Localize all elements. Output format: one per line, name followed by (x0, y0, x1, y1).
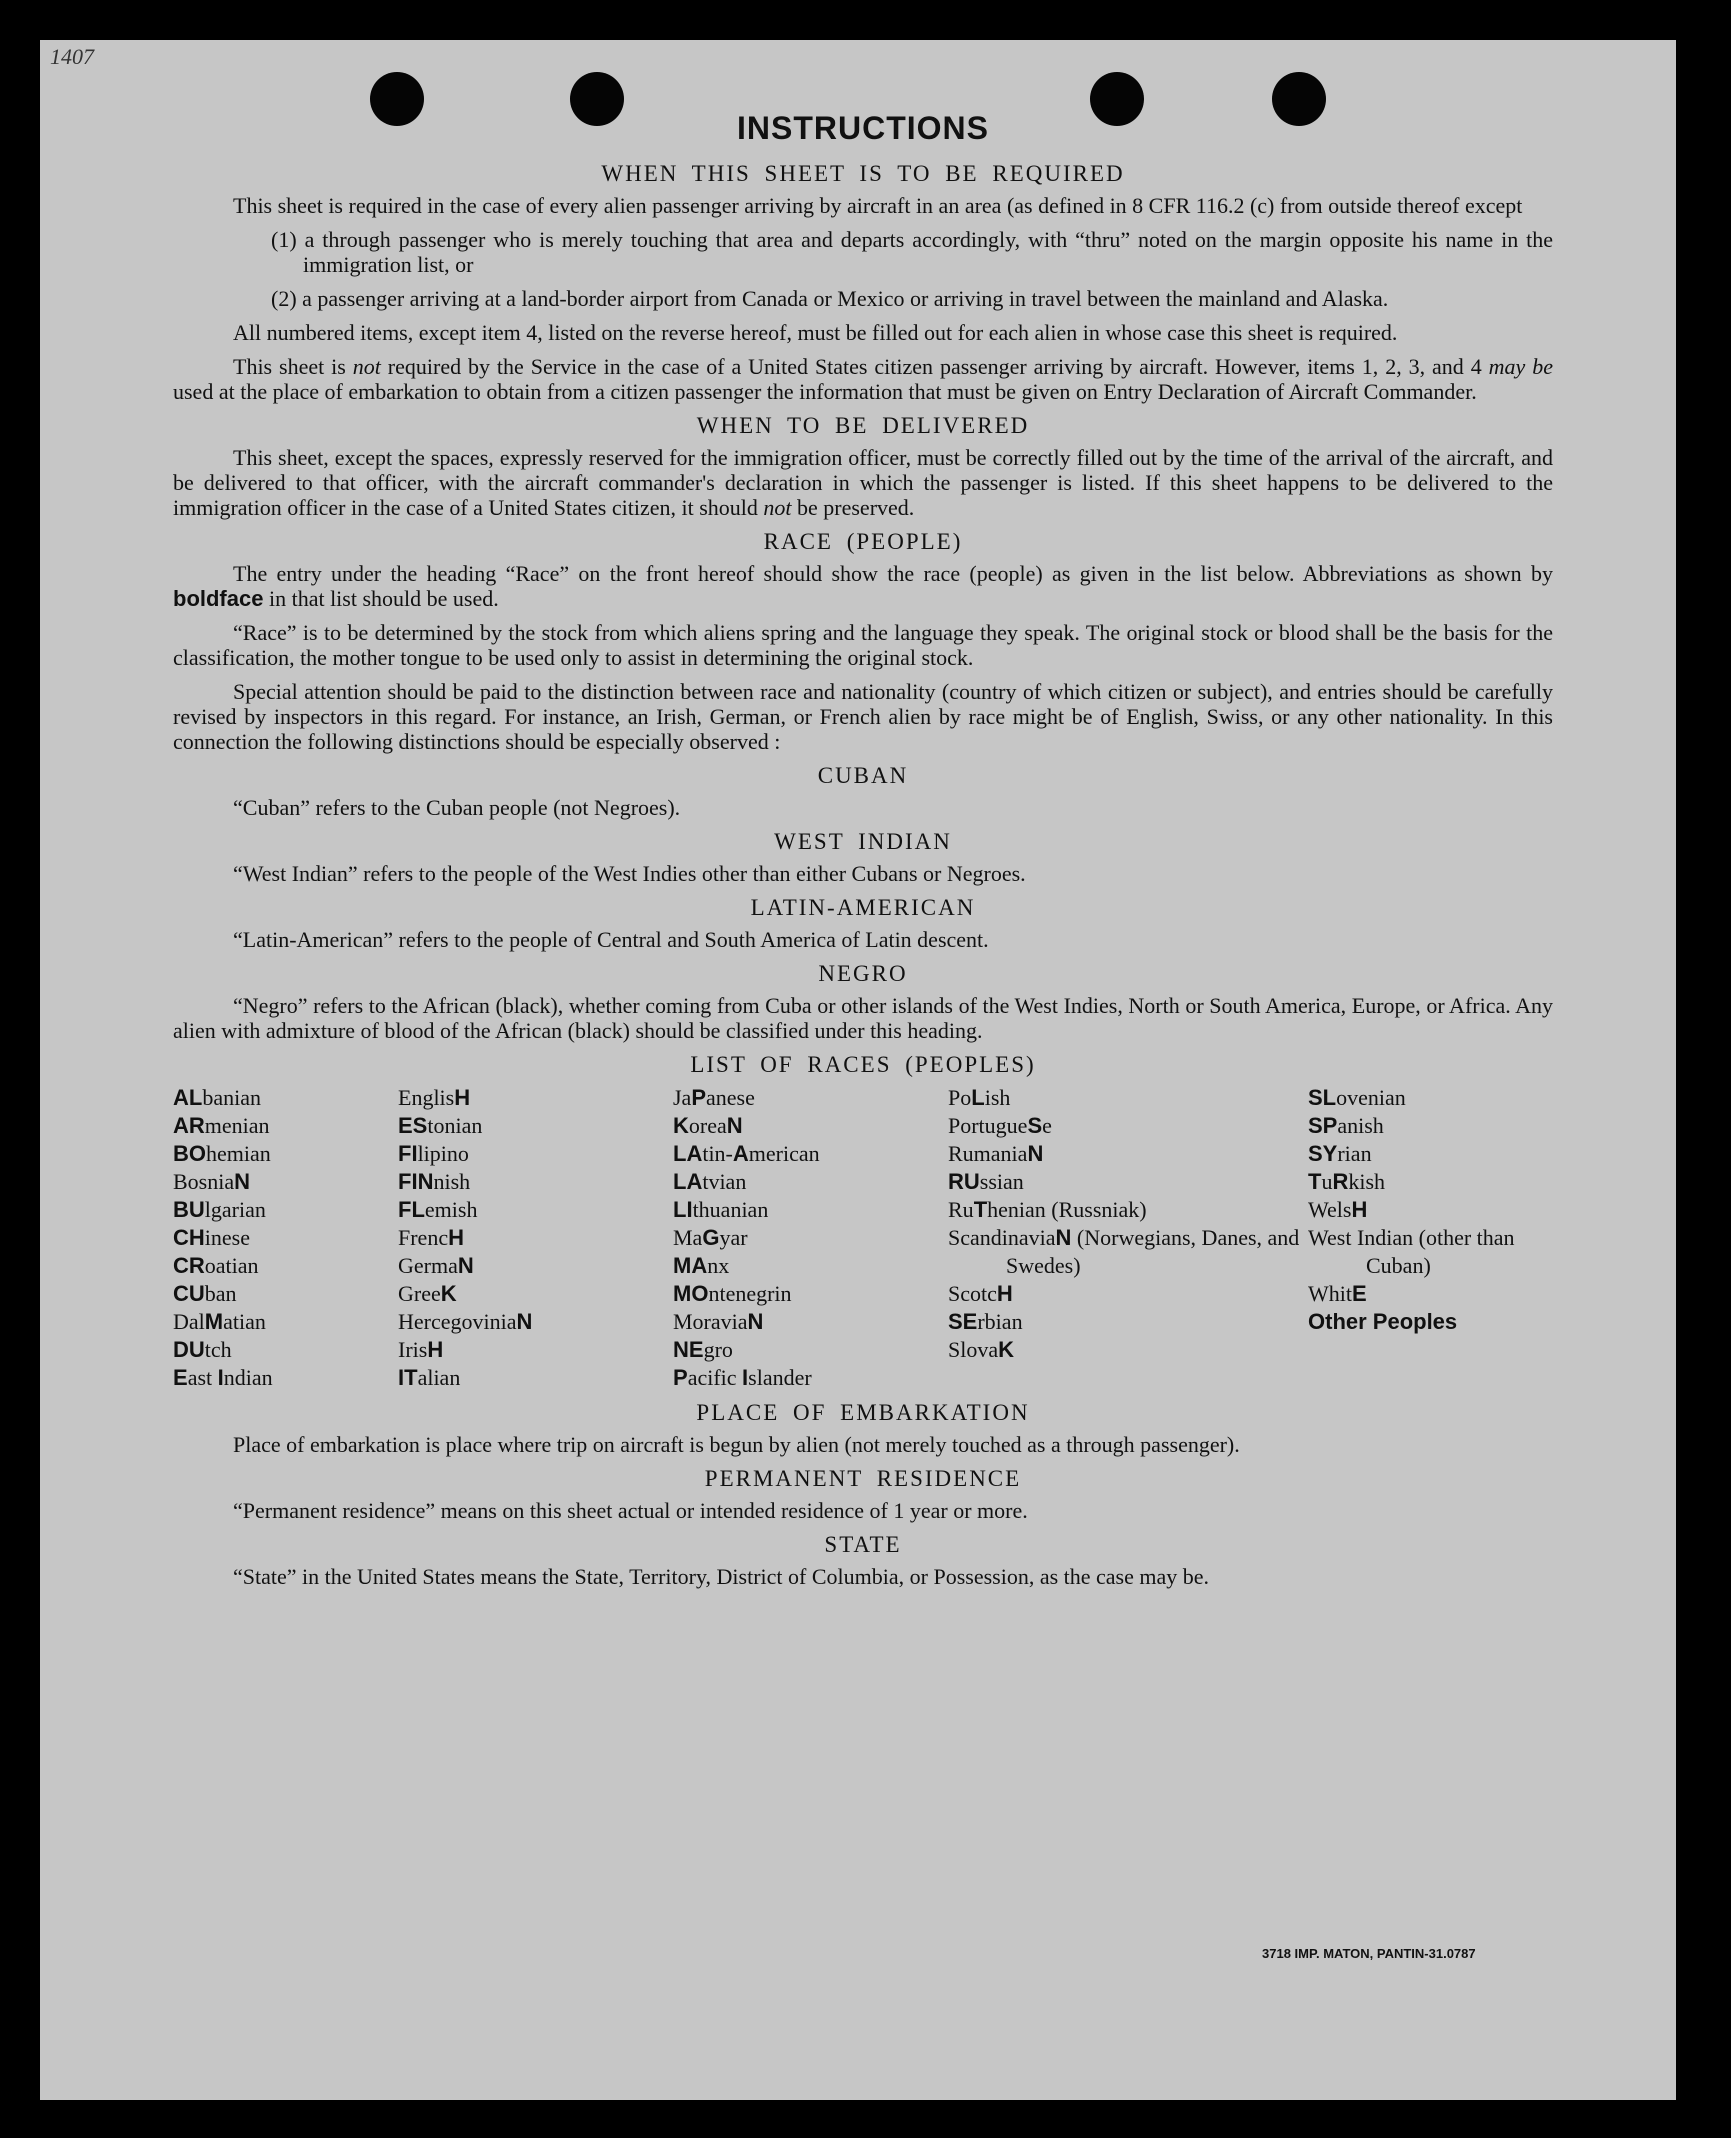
printer-mark: 3718 IMP. MATON, PANTIN-31.0787 (1262, 1946, 1476, 1961)
race-entry: HercegoviniaN (398, 1309, 533, 1334)
race-entry: IrisH (398, 1337, 444, 1362)
race-entry: FINnish (398, 1169, 471, 1194)
list-item: (2) a passenger arriving at a land-border airport from Canada or Mexico or arriving in travel between the mainland and Alaska. (271, 286, 1389, 311)
race-entry: Other Peoples (1308, 1309, 1458, 1334)
race-entry: ScotcH (948, 1281, 1013, 1306)
race-entry: MaGyar (673, 1225, 748, 1250)
paragraph: “Race” is to be determined by the stock from which aliens spring and the language they speak. The original stock or blood shall be the basis for the classification, the mother tongue to be used only to assist in determining the original stock. (173, 620, 1553, 670)
race-column (398, 1084, 673, 1392)
race-entry: JaPanese (673, 1085, 755, 1110)
handwritten-mark: 1407 (50, 44, 94, 69)
race-entry: LAtvian (673, 1169, 747, 1194)
section-heading: LIST OF RACES (PEOPLES) (690, 1052, 1036, 1077)
race-entry: WhitE (1308, 1281, 1367, 1306)
section-heading: LATIN-AMERICAN (750, 895, 976, 920)
paragraph: Special attention should be paid to the distinction between race and nationality (country of which citizen or subject), and entries should be carefully revised by inspectors in this regard. For instance, an Irish, German, or French alien by race might be of English, Swiss, or any other nationality. In this connection the following distinctions should be especially observed : (173, 679, 1553, 754)
race-column (1308, 1084, 1553, 1392)
document-page (40, 40, 1676, 2100)
section-heading: WEST INDIAN (774, 829, 952, 854)
race-entry: West Indian (other than Cuban) (1308, 1225, 1515, 1278)
race-entry: WelsH (1308, 1197, 1368, 1222)
race-entry: CRoatian (173, 1253, 259, 1278)
race-entry: SYrian (1308, 1141, 1372, 1166)
section-heading: CUBAN (817, 763, 909, 788)
section-heading: WHEN TO BE DELIVERED (696, 413, 1030, 438)
section-heading: PLACE OF EMBARKATION (696, 1400, 1030, 1425)
race-entry: BOhemian (173, 1141, 271, 1166)
section-heading: RACE (PEOPLE) (763, 529, 963, 554)
race-entry: NEgro (673, 1337, 733, 1362)
paragraph: “West Indian” refers to the people of the West Indies other than either Cubans or Negroes. (233, 861, 1026, 886)
race-entry: EStonian (398, 1113, 483, 1138)
race-entry: CHinese (173, 1225, 250, 1250)
section-heading: NEGRO (818, 961, 908, 986)
race-entry: SPanish (1308, 1113, 1384, 1138)
race-entry: DUtch (173, 1337, 232, 1362)
paragraph: “Latin-American” refers to the people of Central and South America of Latin descent. (233, 927, 989, 952)
paragraph: This sheet, except the spaces, expressly reserved for the immigration officer, must be correctly filled out by the time of the arrival of the aircraft, and be delivered to that officer, with the aircraft commander's declaration in which the passenger is listed. If this sheet happens to be delivered to the immigration officer in the case of a United States citizen, it should not be preserved. (173, 445, 1553, 520)
race-entry: FIlipino (398, 1141, 469, 1166)
race-entry: TuRkish (1308, 1169, 1386, 1194)
race-entry: GermaN (398, 1253, 474, 1278)
paragraph: All numbered items, except item 4, listed on the reverse hereof, must be filled out for each alien in whose case this sheet is required. (233, 320, 1398, 345)
race-entry: MOntenegrin (673, 1281, 792, 1306)
race-entry: PortugueSe (948, 1113, 1052, 1138)
paragraph: This sheet is required in the case of every alien passenger arriving by aircraft in an area (as defined in 8 CFR 116.2 (c) from outside thereof except (233, 193, 1523, 218)
race-entry: PoLish (948, 1085, 1011, 1110)
race-column (948, 1084, 1308, 1392)
race-entry: KoreaN (673, 1113, 743, 1138)
race-list (173, 1084, 1553, 1392)
race-entry: East Indian (173, 1365, 273, 1390)
list-item: (1) a through passenger who is merely touching that area and departs accordingly, with “thru” noted on the margin opposite his name in the immigration list, or (271, 227, 1553, 277)
race-entry: FLemish (398, 1197, 478, 1222)
paragraph: The entry under the heading “Race” on the front hereof should show the race (people) as given in the list below. Abbreviations as shown by boldface in that list should be used. (173, 561, 1553, 611)
race-entry: Pacific Islander (673, 1365, 812, 1390)
race-entry: LIthuanian (673, 1197, 769, 1222)
paragraph: This sheet is not required by the Service in the case of a United States citizen passenger arriving by aircraft. However, items 1, 2, 3, and 4 may be used at the place of embarkation to obtain from a citizen passenger the information that must be given on Entry Declaration of Aircraft Commander. (173, 354, 1553, 404)
race-entry: BUlgarian (173, 1197, 266, 1222)
race-entry: CUban (173, 1281, 237, 1306)
race-entry: RUssian (948, 1169, 1024, 1194)
race-entry: RuThenian (Russniak) (948, 1197, 1147, 1222)
section-heading: STATE (824, 1532, 902, 1557)
section-heading: WHEN THIS SHEET IS TO BE REQUIRED (601, 161, 1125, 186)
race-entry: RumaniaN (948, 1141, 1044, 1166)
race-entry: GreeK (398, 1281, 457, 1306)
race-entry: ARmenian (173, 1113, 270, 1138)
paragraph: Place of embarkation is place where trip on aircraft is begun by alien (not merely touched as a through passenger). (233, 1432, 1240, 1457)
race-entry: SErbian (948, 1309, 1023, 1334)
instructions-content (173, 110, 1553, 1598)
paragraph: “Negro” refers to the African (black), whether coming from Cuba or other islands of the West Indies, North or South America, Europe, or Africa. Any alien with admixture of blood of the African (black) should be classified under this heading. (173, 993, 1553, 1043)
race-entry: ScandinaviaN (Norwegians, Danes, and Swedes) (948, 1225, 1300, 1278)
race-entry: ALbanian (173, 1085, 261, 1110)
paragraph: “Cuban” refers to the Cuban people (not Negroes). (233, 795, 681, 820)
race-entry: MoraviaN (673, 1309, 764, 1334)
race-entry: BosniaN (173, 1169, 251, 1194)
race-entry: SlovaK (948, 1337, 1015, 1362)
race-column (673, 1084, 948, 1392)
paragraph: “Permanent residence” means on this sheet actual or intended residence of 1 year or more. (233, 1498, 1028, 1523)
race-entry: SLovenian (1308, 1085, 1406, 1110)
page-title: INSTRUCTIONS (737, 110, 989, 146)
race-entry: DalMatian (173, 1309, 266, 1334)
race-entry: LAtin-American (673, 1141, 820, 1166)
race-entry: FrencH (398, 1225, 464, 1250)
section-heading: PERMANENT RESIDENCE (704, 1466, 1022, 1491)
paragraph: “State” in the United States means the State, Territory, District of Columbia, or Possession, as the case may be. (233, 1564, 1210, 1589)
race-entry: MAnx (673, 1253, 730, 1278)
race-entry: EnglisH (398, 1085, 471, 1110)
race-entry: ITalian (398, 1365, 461, 1390)
race-column (173, 1084, 398, 1392)
